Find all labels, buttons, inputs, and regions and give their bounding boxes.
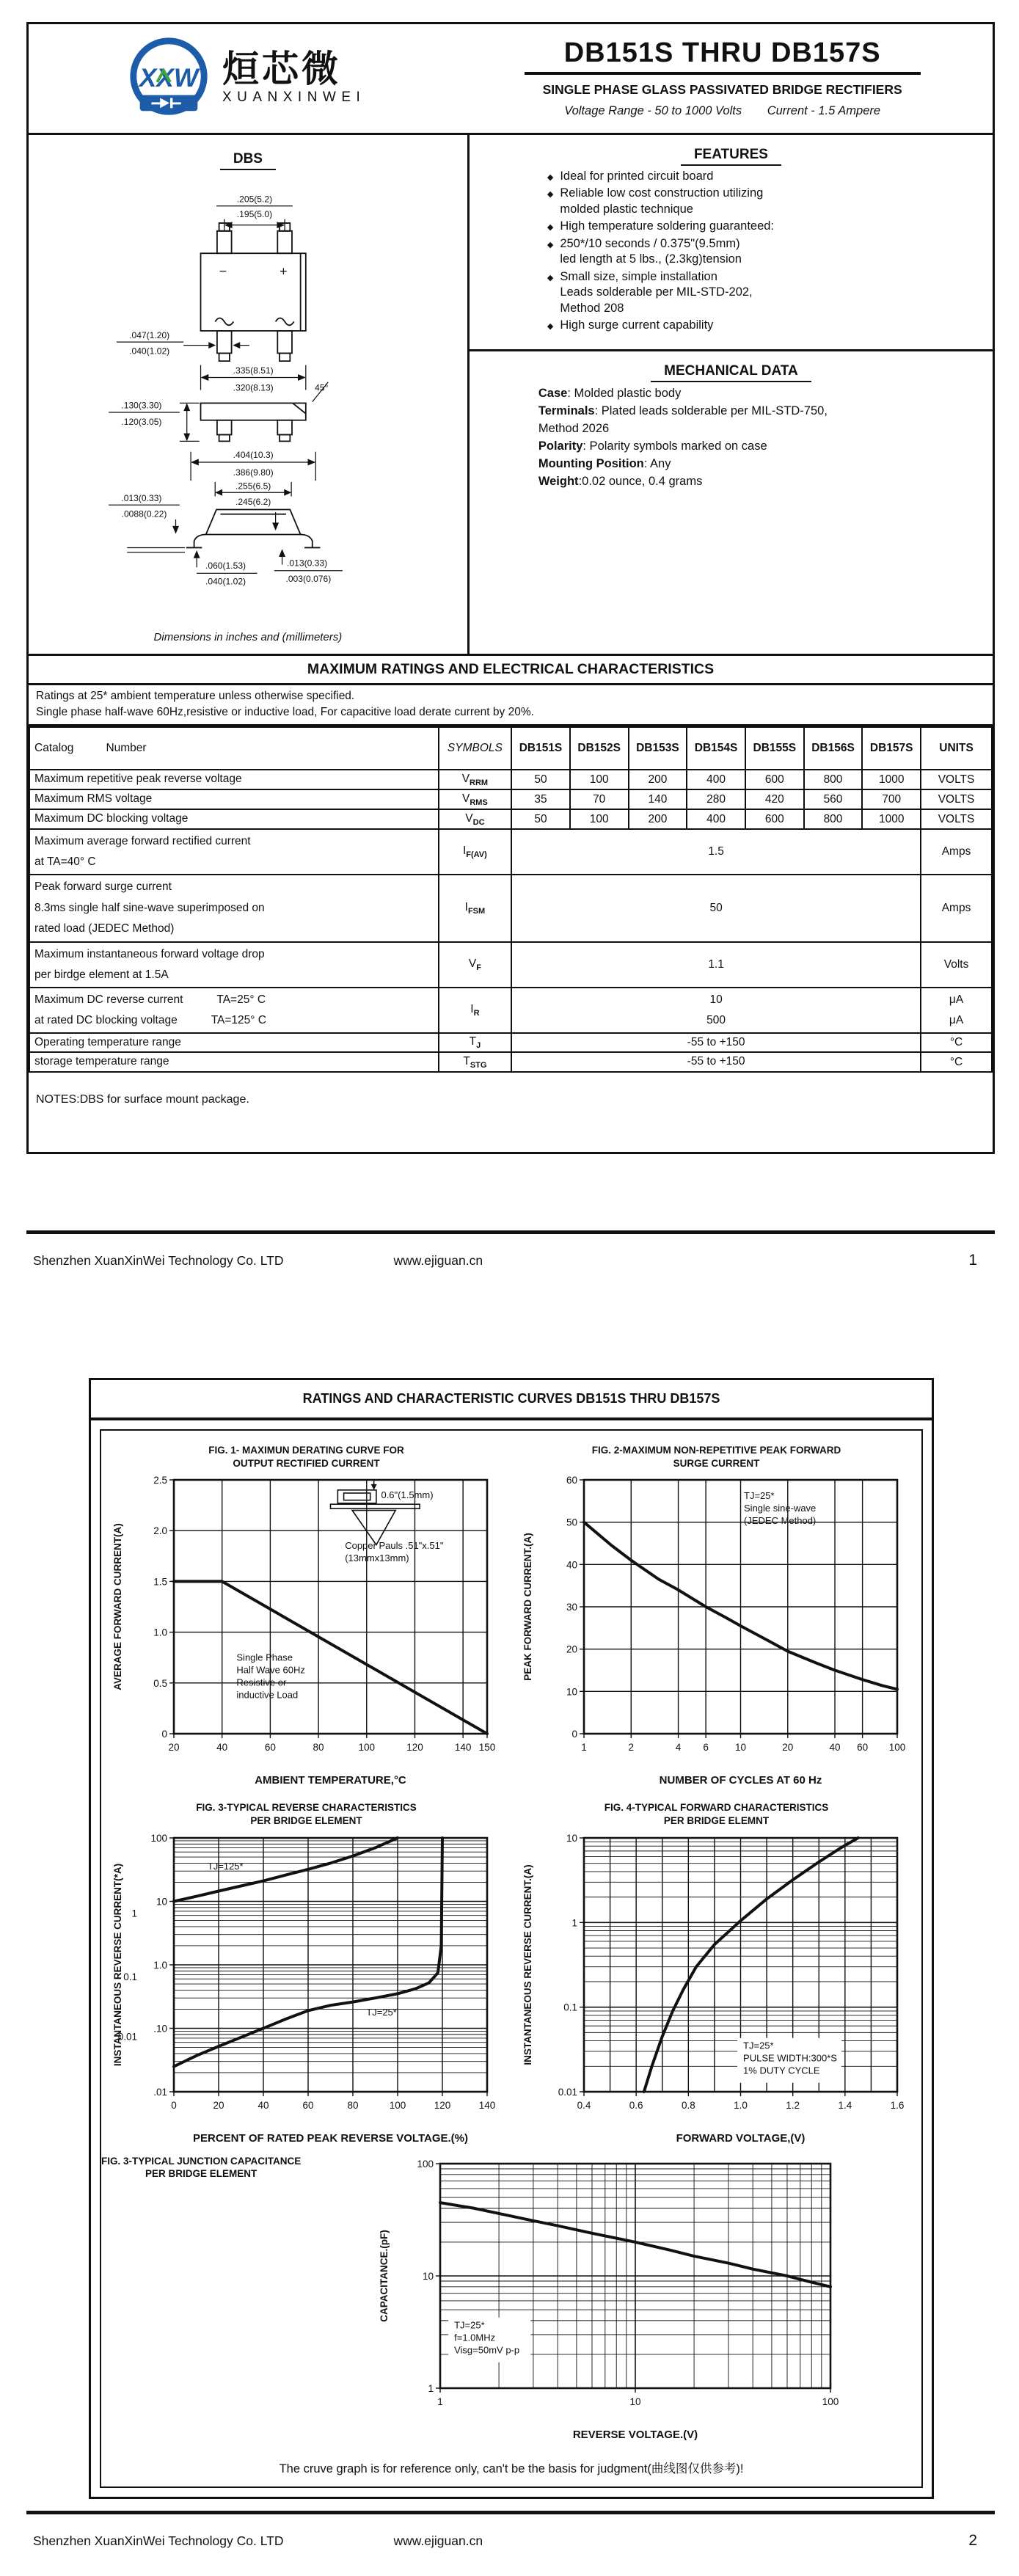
- table-row: [29, 809, 992, 829]
- row-value: 50: [511, 809, 570, 829]
- feature-item: [477, 236, 985, 268]
- table-header-row: [29, 727, 992, 770]
- page-number-2: 2: [968, 2531, 977, 2549]
- footer1: [33, 1252, 995, 1269]
- svg-text:100: 100: [822, 2396, 839, 2407]
- row-units: Amps: [921, 829, 992, 875]
- svg-text:Visg=50mV p-p: Visg=50mV p-p: [454, 2344, 520, 2356]
- condition-line-1: Ratings at 25* ambient temperature unless otherwise specified.: [36, 690, 355, 702]
- dim-bodyw-min: .320(8.13): [233, 382, 274, 393]
- svg-text:10: 10: [566, 1686, 577, 1698]
- svg-text:REVERSE VOLTAGE.(V): REVERSE VOLTAGE.(V): [572, 2428, 698, 2441]
- curves-box: [100, 1429, 923, 2487]
- table-row: [29, 988, 992, 1033]
- feature-item: [477, 318, 985, 333]
- part-header: DB155S: [745, 727, 804, 770]
- polarity-plus: +: [280, 263, 288, 279]
- dim-basew-max: .255(6.5): [235, 481, 271, 492]
- row-value: 700: [862, 789, 921, 809]
- table-row: [29, 1033, 992, 1053]
- fig4-title: FIG. 4-TYPICAL FORWARD CHARACTERISTICS PER BRIDGE ELEMNT: [604, 1802, 829, 1826]
- svg-text:NUMBER OF CYCLES AT 60 Hz: NUMBER OF CYCLES AT 60 Hz: [659, 1774, 822, 1787]
- dim-span-max: .404(10.3): [233, 449, 274, 460]
- row-value: 560: [804, 789, 863, 809]
- svg-text:1: 1: [437, 2396, 443, 2407]
- svg-text:20: 20: [566, 1644, 577, 1656]
- part-header: DB153S: [629, 727, 687, 770]
- svg-text:60: 60: [302, 2099, 314, 2111]
- svg-text:1.5: 1.5: [153, 1576, 167, 1588]
- mechanical-title: MECHANICAL DATA: [477, 363, 985, 379]
- row-units: VOLTS: [921, 770, 992, 789]
- svg-text:TJ=25*: TJ=25*: [454, 2319, 485, 2331]
- svg-text:120: 120: [406, 1742, 423, 1754]
- dim-topw-min: .195(5.0): [236, 209, 273, 219]
- row-value: 800: [804, 809, 863, 829]
- svg-text:10: 10: [629, 2396, 641, 2407]
- row-value: 35: [511, 789, 570, 809]
- svg-text:FORWARD VOLTAGE,(V): FORWARD VOLTAGE,(V): [676, 2131, 806, 2145]
- row-value: 420: [745, 789, 804, 809]
- diamond-bullet-icon: ◆: [547, 190, 554, 200]
- svg-text:Copper Pauls .51"x.51": Copper Pauls .51"x.51": [345, 1540, 444, 1552]
- table-row: [29, 942, 992, 988]
- row-value-merged: -55 to +150: [511, 1033, 921, 1053]
- svg-text:0.01: 0.01: [558, 2086, 577, 2098]
- svg-text:0: 0: [571, 1729, 577, 1740]
- footer2-rule: [26, 2511, 995, 2514]
- fig4-svg: [516, 1829, 916, 2152]
- row-value: 50: [511, 770, 570, 789]
- mechanical-line: Polarity: Polarity symbols marked on case: [538, 439, 767, 453]
- mechanical-line: Terminals: Plated leads solderable per MIL-STD-750,: [538, 404, 828, 418]
- row-value-merged: 1.5: [511, 829, 921, 875]
- svg-text:INSTANTANEOUS REVERSE CURRENT.: INSTANTANEOUS REVERSE CURRENT.(A): [522, 1864, 533, 2065]
- diamond-bullet-icon: ◆: [547, 273, 554, 282]
- fig5-title: FIG. 3-TYPICAL JUNCTION CAPACITANCE PER BRIDGE ELEMENT: [101, 2155, 302, 2180]
- fig3-reverse-chart: [106, 1801, 506, 2151]
- dim-bodyw-max: .335(8.51): [233, 365, 274, 376]
- row-label: Maximum average forward rectified current at TA=40° C: [29, 829, 439, 875]
- row-value-merged: 50: [511, 875, 921, 942]
- svg-text:2.0: 2.0: [153, 1525, 167, 1537]
- dim-foot-max: .060(1.53): [205, 561, 246, 572]
- svg-text:1.0: 1.0: [734, 2099, 748, 2111]
- svg-text:1.4: 1.4: [838, 2099, 852, 2111]
- svg-text:0.6"(1.5mm): 0.6"(1.5mm): [381, 1489, 434, 1501]
- fig5-capacitance-chart: [101, 2155, 921, 2448]
- dimensions-caption: Dimensions in inches and (millimeters): [153, 631, 343, 643]
- table-row: [29, 829, 992, 875]
- part-title: DB151S THRU DB157S: [563, 37, 881, 68]
- dim-foot-min: .040(1.02): [205, 576, 246, 587]
- svg-text:40: 40: [566, 1559, 577, 1571]
- svg-text:20: 20: [168, 1742, 180, 1754]
- svg-text:4: 4: [675, 1742, 682, 1754]
- svg-text:40: 40: [258, 2099, 269, 2111]
- fig5-svg: [373, 2155, 850, 2448]
- subtitle: SINGLE PHASE GLASS PASSIVATED BRIDGE RECTIFIERS: [542, 82, 902, 97]
- features-title: FEATURES: [477, 147, 985, 163]
- table-row: [29, 875, 992, 942]
- features-section: [470, 135, 993, 351]
- dim-bodyh-max: .130(3.30): [121, 400, 162, 411]
- mechanical-line: Mounting Position: Any: [538, 457, 671, 471]
- row-value: 100: [570, 809, 629, 829]
- svg-text:40: 40: [829, 1742, 841, 1754]
- page1-frame: [26, 22, 995, 1154]
- ratings-conditions: [29, 685, 993, 726]
- svg-text:10: 10: [423, 2270, 434, 2282]
- fig3-svg: [106, 1829, 506, 2152]
- mechanical-section: [470, 351, 993, 501]
- feature-item: [477, 219, 985, 234]
- svg-text:50: 50: [566, 1517, 577, 1529]
- row-value: 280: [687, 789, 745, 809]
- svg-text:Half Wave 60Hz: Half Wave 60Hz: [236, 1664, 305, 1676]
- row-value: 70: [570, 789, 629, 809]
- row-label: Maximum repetitive peak reverse voltage: [29, 770, 439, 789]
- svg-text:inductive Load: inductive Load: [236, 1689, 299, 1701]
- svg-text:AVERAGE FORWARD CURRENT(A): AVERAGE FORWARD CURRENT(A): [112, 1523, 123, 1691]
- fig1-series-derating: [174, 1582, 487, 1734]
- page-number-1: 1: [968, 1252, 977, 1269]
- row-symbol: $V_{DC}$: [439, 809, 511, 829]
- svg-text:100: 100: [150, 1832, 167, 1844]
- dim-stand-min: .003(0.076): [285, 574, 332, 585]
- table-row: [29, 770, 992, 789]
- part-header: DB157S: [862, 727, 921, 770]
- svg-text:PEAK FORWARD CURRENT.(A): PEAK FORWARD CURRENT.(A): [522, 1533, 533, 1682]
- svg-text:40: 40: [216, 1742, 228, 1754]
- svg-text:(13mmx13mm): (13mmx13mm): [345, 1552, 409, 1564]
- table-row: [29, 789, 992, 809]
- svg-text:0.1: 0.1: [563, 2002, 577, 2013]
- fig4-forward-chart: [516, 1801, 916, 2151]
- svg-text:f=1.0MHz: f=1.0MHz: [454, 2332, 496, 2343]
- fig2-svg: [516, 1471, 916, 1794]
- voltage-range: Voltage Range - 50 to 1000 Volts: [564, 104, 742, 117]
- svg-text:10: 10: [156, 1896, 167, 1908]
- website-link[interactable]: www.ejiguan.cn: [393, 1253, 483, 1269]
- svg-text:TJ=125*: TJ=125*: [207, 1860, 244, 1872]
- row-value: 140: [629, 789, 687, 809]
- row-value-merged: 10 500: [511, 988, 921, 1033]
- part-header: DB152S: [570, 727, 629, 770]
- row-units: Volts: [921, 942, 992, 988]
- logo-chinese: 烜芯微: [222, 48, 341, 90]
- ratings-table-grid: [29, 726, 993, 1073]
- svg-text:0.6: 0.6: [629, 2099, 643, 2111]
- diamond-bullet-icon: ◆: [547, 173, 554, 182]
- diamond-bullet-icon: ◆: [547, 223, 554, 233]
- svg-text:TJ=25*: TJ=25*: [744, 1490, 775, 1502]
- row-symbol: $V_{RMS}$: [439, 789, 511, 809]
- condition-line-2: Single phase half-wave 60Hz,resistive or inductive load, For capacitive load derate current by 20%.: [36, 705, 534, 718]
- row-label: Maximum instantaneous forward voltage drop per birdge element at 1.5A: [29, 942, 439, 988]
- svg-text:.10: .10: [153, 2023, 167, 2035]
- row-label: Maximum DC blocking voltage: [29, 809, 439, 829]
- curves-title: RATINGS AND CHARACTERISTIC CURVES DB151S THRU DB157S: [91, 1380, 932, 1420]
- dim-bodyh-min: .120(3.05): [121, 416, 162, 427]
- svg-text:100: 100: [389, 2099, 406, 2111]
- title-block: [462, 37, 993, 118]
- svg-text:1.0: 1.0: [153, 1627, 167, 1639]
- row-units: °C: [921, 1052, 992, 1072]
- fig2-surge-chart: [516, 1444, 916, 1794]
- logo-mark-icon: [125, 34, 212, 121]
- dim-leadw-max: .047(1.20): [129, 329, 170, 340]
- svg-text:0.8: 0.8: [681, 2099, 695, 2111]
- row-value: 100: [570, 770, 629, 789]
- svg-text:TJ=25*: TJ=25*: [366, 2006, 397, 2018]
- feature-item: [477, 186, 985, 217]
- catalog-number-header: Catalog Number: [29, 727, 439, 770]
- row-units: Amps: [921, 875, 992, 942]
- svg-text:120: 120: [434, 2099, 451, 2111]
- svg-text:2.5: 2.5: [153, 1475, 167, 1486]
- svg-text:1.6: 1.6: [890, 2099, 905, 2111]
- mechanical-list: [477, 385, 985, 491]
- row-units: μA μA: [921, 988, 992, 1033]
- mechanical-line: Case: Molded plastic body: [538, 387, 682, 401]
- svg-text:0.01: 0.01: [117, 2030, 137, 2042]
- svg-text:80: 80: [347, 2099, 359, 2111]
- logo-text: [222, 48, 366, 106]
- polarity-minus: −: [219, 263, 227, 279]
- company-name: Shenzhen XuanXinWei Technology Co. LTD: [33, 1253, 284, 1269]
- row-symbol: $V_{RRM}$: [439, 770, 511, 789]
- svg-text:AMBIENT TEMPERATURE,°C: AMBIENT TEMPERATURE,°C: [255, 1774, 406, 1787]
- row-units: °C: [921, 1033, 992, 1053]
- package-diagram: [50, 173, 446, 613]
- svg-text:60: 60: [566, 1475, 577, 1486]
- dim-chamfer-angle: 45°: [315, 382, 329, 393]
- mechanical-line: Method 2026: [538, 422, 610, 436]
- svg-text:1.2: 1.2: [786, 2099, 800, 2111]
- svg-text:10: 10: [566, 1832, 577, 1844]
- part-header: DB151S: [511, 727, 570, 770]
- current-rating: Current - 1.5 Ampere: [767, 104, 881, 117]
- dim-basew-min: .245(6.2): [235, 497, 271, 508]
- svg-text:TJ=25*: TJ=25*: [743, 2040, 774, 2051]
- row-symbol: $T_{STG}$: [439, 1052, 511, 1072]
- svg-text:.01: .01: [153, 2086, 167, 2098]
- range-line: [462, 104, 982, 118]
- svg-text:CAPACITANCE.(pF): CAPACITANCE.(pF): [379, 2229, 390, 2322]
- svg-text:0.1: 0.1: [123, 1971, 137, 1982]
- website-link-2[interactable]: www.ejiguan.cn: [393, 2533, 483, 2548]
- dim-thk-min: .0088(0.22): [121, 508, 167, 519]
- row-label: Operating temperature range: [29, 1033, 439, 1053]
- feature-text: 250*/10 seconds / 0.375"(9.5mm) led length at 5 lbs., (2.3kg)tension: [560, 236, 742, 266]
- footer1-rule: [26, 1230, 995, 1234]
- fig1-svg: [106, 1471, 506, 1794]
- fig2-title: FIG. 2-MAXIMUM NON-REPETITIVE PEAK FORWARD SURGE CURRENT: [591, 1445, 841, 1469]
- row-symbol: $V_F$: [439, 942, 511, 988]
- row-label: storage temperature range: [29, 1052, 439, 1072]
- svg-text:140: 140: [454, 1742, 472, 1754]
- notes: NOTES:DBS for surface mount package.: [36, 1093, 249, 1106]
- svg-text:PULSE WIDTH:300*S: PULSE WIDTH:300*S: [743, 2052, 837, 2064]
- page2-frame: [89, 1378, 934, 2498]
- title-rule: [525, 72, 921, 75]
- row-units: VOLTS: [921, 809, 992, 829]
- svg-text:0.4: 0.4: [577, 2099, 591, 2111]
- svg-text:1: 1: [581, 1742, 587, 1754]
- svg-text:Single sine-wave: Single sine-wave: [744, 1503, 817, 1514]
- reference-note: The cruve graph is for reference only, can't be the basis for judgment(曲线图仅供参考)!: [279, 2462, 744, 2475]
- row-value: 200: [629, 770, 687, 789]
- row-value-merged: -55 to +150: [511, 1052, 921, 1072]
- symbols-header: SYMBOLS: [439, 727, 511, 770]
- feature-text: High temperature soldering guaranteed:: [560, 219, 775, 233]
- part-header: DB156S: [804, 727, 863, 770]
- svg-text:100: 100: [358, 1742, 376, 1754]
- row-label: Maximum DC reverse current TA=25° C at rated DC blocking voltage TA=125° C: [29, 988, 439, 1033]
- svg-text:Resistive or: Resistive or: [236, 1676, 287, 1688]
- feature-text: Small size, simple installation Leads solderable per MIL-STD-202, Method 208: [560, 269, 753, 315]
- row-symbol: $T_J$: [439, 1033, 511, 1053]
- feature-item: [477, 169, 985, 184]
- dim-topw-max: .205(5.2): [236, 194, 273, 205]
- features-list: [477, 169, 985, 333]
- row-value-merged: 1.1: [511, 942, 921, 988]
- ratings-title: MAXIMUM RATINGS AND ELECTRICAL CHARACTERISTICS: [29, 656, 993, 685]
- header: [29, 24, 993, 135]
- logo-english: XUANXINWEI: [222, 89, 366, 105]
- mid-section: [29, 135, 993, 656]
- diamond-bullet-icon: ◆: [547, 240, 554, 249]
- mechanical-line: Weight:0.02 ounce, 0.4 grams: [538, 474, 703, 488]
- fig1-derating-chart: [106, 1444, 506, 1794]
- row-value: 600: [745, 809, 804, 829]
- row-symbol: $I_{F(AV)}$: [439, 829, 511, 875]
- row-value: 400: [687, 809, 745, 829]
- row-symbol: $I_{FSM}$: [439, 875, 511, 942]
- package-name: DBS: [29, 151, 467, 167]
- feature-item: [477, 269, 985, 316]
- feature-text: Ideal for printed circuit board: [560, 169, 714, 183]
- svg-text:30: 30: [566, 1602, 577, 1613]
- svg-text:INSTANTANEOUS REVERSE CURRENT(: INSTANTANEOUS REVERSE CURRENT(*A): [112, 1863, 123, 2066]
- diamond-bullet-icon: ◆: [547, 321, 554, 331]
- svg-text:0: 0: [171, 2099, 177, 2111]
- part-header: DB154S: [687, 727, 745, 770]
- row-value: 800: [804, 770, 863, 789]
- dim-span-min: .386(9.80): [233, 467, 274, 478]
- dim-leadw-min: .040(1.02): [129, 346, 170, 357]
- svg-text:1: 1: [571, 1916, 577, 1928]
- fig3-title: FIG. 3-TYPICAL REVERSE CHARACTERISTICS PER BRIDGE ELEMENT: [196, 1802, 417, 1826]
- feature-text: High surge current capability: [560, 318, 714, 332]
- svg-text:0.5: 0.5: [153, 1678, 167, 1690]
- brand-logo: [29, 34, 462, 121]
- svg-text:0: 0: [161, 1729, 167, 1740]
- svg-text:100: 100: [888, 1742, 906, 1754]
- info-column: [470, 135, 993, 654]
- package-column: [29, 135, 470, 654]
- svg-text:1: 1: [131, 1908, 137, 1919]
- svg-text:20: 20: [782, 1742, 794, 1754]
- dim-thk-max: .013(0.33): [121, 492, 162, 503]
- table-row: [29, 1052, 992, 1072]
- figure-grid: [101, 1444, 921, 2151]
- svg-text:60: 60: [857, 1742, 869, 1754]
- fig1-title: FIG. 1- MAXIMUN DERATING CURVE FOR OUTPUT RECTIFIED CURRENT: [208, 1445, 404, 1469]
- row-label: Maximum RMS voltage: [29, 789, 439, 809]
- dim-stand-max: .013(0.33): [286, 558, 328, 569]
- svg-text:10: 10: [734, 1742, 747, 1754]
- svg-text:140: 140: [478, 2099, 496, 2111]
- svg-text:1: 1: [428, 2382, 434, 2394]
- company-name-2: Shenzhen XuanXinWei Technology Co. LTD: [33, 2533, 284, 2548]
- row-value: 600: [745, 770, 804, 789]
- row-value: 400: [687, 770, 745, 789]
- row-units: VOLTS: [921, 789, 992, 809]
- row-value: 200: [629, 809, 687, 829]
- feature-text: Reliable low cost construction utilizing molded plastic technique: [560, 186, 764, 216]
- svg-text:(JEDEC Method): (JEDEC Method): [744, 1515, 817, 1527]
- footer2: [33, 2532, 995, 2550]
- svg-text:80: 80: [313, 1742, 324, 1754]
- svg-text:150: 150: [478, 1742, 496, 1754]
- svg-text:60: 60: [264, 1742, 276, 1754]
- svg-text:6: 6: [703, 1742, 709, 1754]
- row-value: 1000: [862, 809, 921, 829]
- logo-letters: XXW: [139, 62, 199, 92]
- svg-text:1% DUTY CYCLE: 1% DUTY CYCLE: [743, 2065, 820, 2076]
- datasheet: [0, 22, 1019, 2550]
- svg-text:20: 20: [213, 2099, 224, 2111]
- ratings-table: [29, 726, 993, 1073]
- svg-text:Single Phase: Single Phase: [236, 1652, 293, 1663]
- row-value: 1000: [862, 770, 921, 789]
- svg-text:PERCENT OF RATED PEAK REVERSE: PERCENT OF RATED PEAK REVERSE VOLTAGE.(%): [192, 2131, 469, 2145]
- svg-text:100: 100: [417, 2158, 434, 2170]
- svg-text:1.0: 1.0: [153, 1959, 167, 1971]
- row-label: Peak forward surge current 8.3ms single half sine-wave superimposed on rated load (JEDEC Method): [29, 875, 439, 942]
- units-header: UNITS: [921, 727, 992, 770]
- row-symbol: $I_R$: [439, 988, 511, 1033]
- svg-text:2: 2: [628, 1742, 635, 1754]
